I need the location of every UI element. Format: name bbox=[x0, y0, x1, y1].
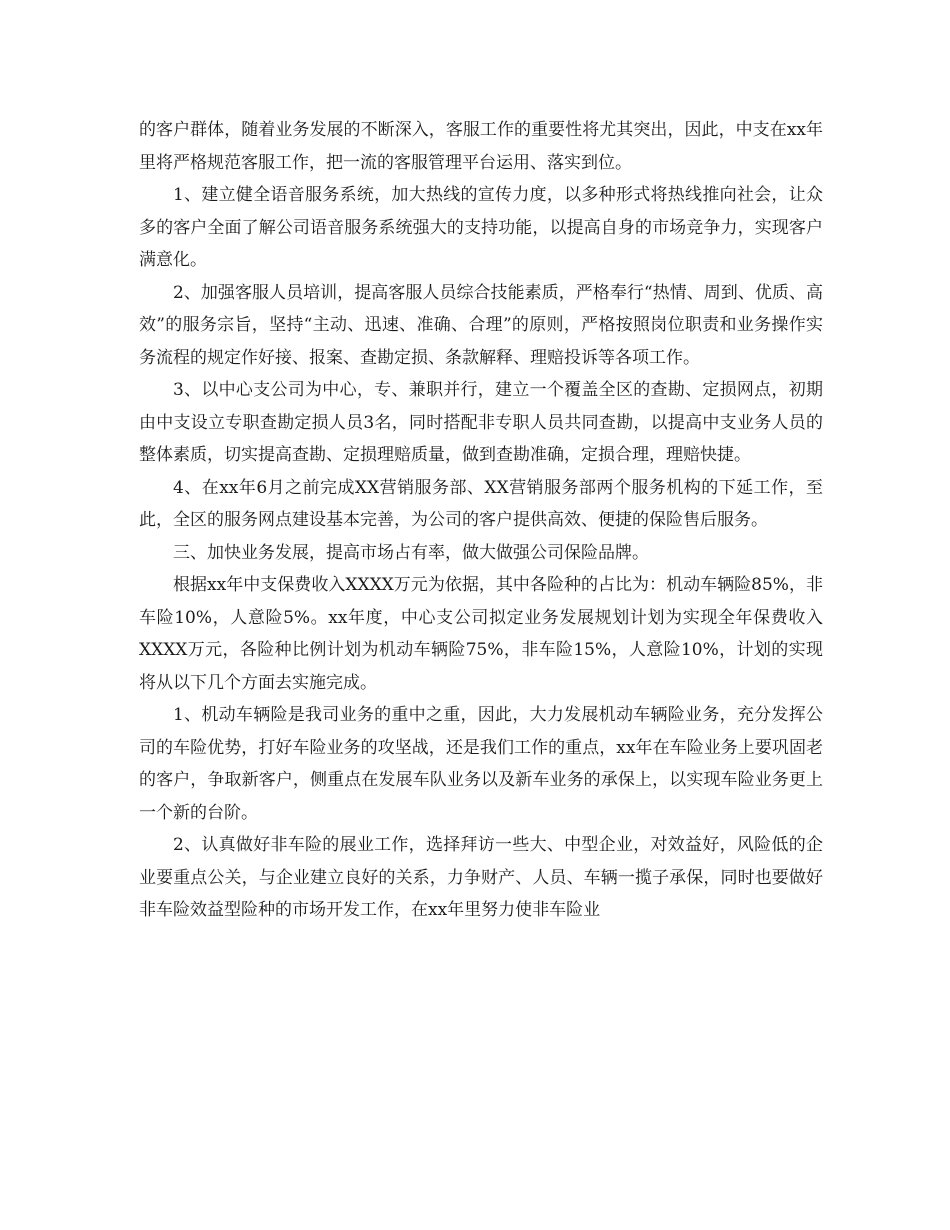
paragraph-2: 1、建立健全语音服务系统，加大热线的宣传力度，以多种形式将热线推向社会，让众多的客户全面了解公司语音服务系统强大的支持功能，以提高自身的市场竞争力，实现客户满意化。 bbox=[139, 185, 823, 270]
paragraph-1: 的客户群体，随着业务发展的不断深入，客服工作的重要性将尤其突出，因此，中支在xx年里将严格规范客服工作，把一流的客服管理平台运用、落实到位。 bbox=[139, 120, 823, 173]
paragraph-7: 根据xx年中支保费收入XXXX万元为依据，其中各险种的占比为：机动车辆险85%，非车险10%，人意险5%。xx年度，中心支公司拟定业务发展规划计划为实现全年保费收入XXXX万元，各险种比例计划为机动车辆险75%，非车险15%，人意险10%，计划的实现将从以下几个方面去实施完成。 bbox=[139, 575, 823, 693]
section-heading: 三、加快业务发展，提高市场占有率，做大做强公司保险品牌。 bbox=[173, 542, 649, 563]
document-body bbox=[139, 114, 823, 927]
paragraph-5: 4、在xx年6月之前完成XX营销服务部、XX营销服务部两个服务机构的下延工作，至此，全区的服务网点建设基本完善，为公司的客户提供高效、便捷的保险售后服务。 bbox=[139, 477, 823, 530]
paragraph-8: 1、机动车辆险是我司业务的重中之重，因此，大力发展机动车辆险业务，充分发挥公司的车险优势，打好车险业务的攻坚战，还是我们工作的重点，xx年在车险业务上要巩固老的客户，争取新客户，侧重点在发展车队业务以及新车业务的承保上，以实现车险业务更上一个新的台阶。 bbox=[139, 705, 823, 823]
paragraph-3: 2、加强客服人员培训，提高客服人员综合技能素质，严格奉行“热情、周到、优质、高效”的服务宗旨，坚持“主动、迅速、准确、合理”的原则，严格按照岗位职责和业务操作实务流程的规定作好接、报案、查勘定损、条款解释、理赔投诉等各项工作。 bbox=[139, 282, 823, 368]
paragraph-9: 2、认真做好非车险的展业工作，选择拜访一些大、中型企业，对效益好，风险低的企业要重点公关，与企业建立良好的关系，力争财产、人员、车辆一揽子承保，同时也要做好非车险效益型险种的市场开发工作，在xx年里努力使非车险业 bbox=[139, 835, 823, 920]
paragraph-4: 3、以中心支公司为中心，专、兼职并行，建立一个覆盖全区的查勘、定损网点，初期由中支设立专职查勘定损人员3名，同时搭配非专职人员共同查勘，以提高中支业务人员的整体素质，切实提高查勘、定损理赔质量，做到查勘准确，定损合理，理赔快捷。 bbox=[139, 380, 823, 465]
